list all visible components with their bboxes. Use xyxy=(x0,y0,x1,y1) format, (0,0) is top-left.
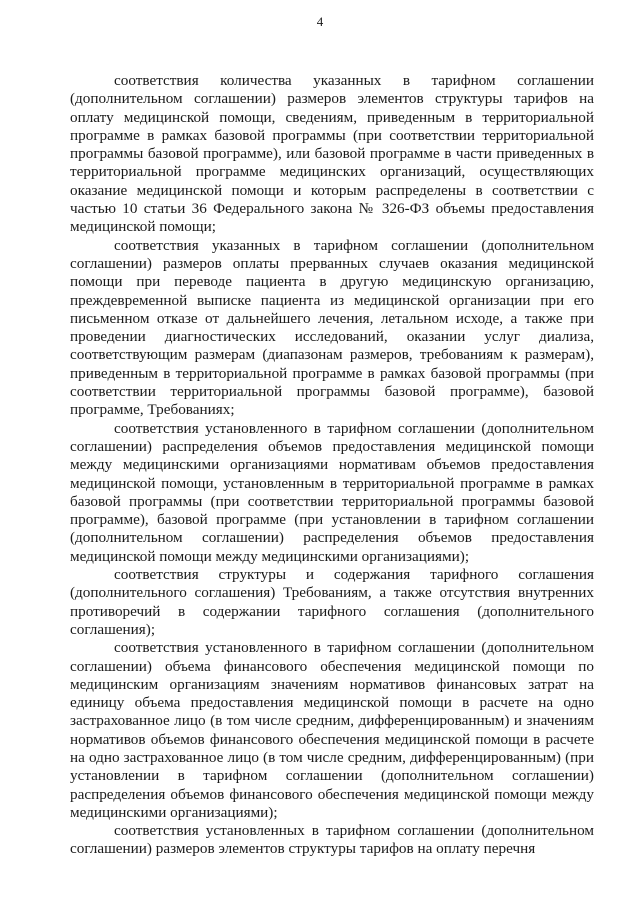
paragraph-4: соответствия структуры и содержания тарифного соглашения (дополнительного соглашения) Требованиям, а также отсутствия внутренних противоречий в содержании тарифного соглашения (дополнительного соглашения); xyxy=(70,566,594,638)
paragraph-5: соответствия установленного в тарифном соглашении (дополнительном соглашении) объема финансового обеспечения медицинской помощи по медицинским организациям значениям нормативов финансовых затрат на единицу объема предоставления медицинской помощи в расчете на одно застрахованное лицо (в том числе средним, дифференцированным) и значениям нормативов объемов финансового обеспечения медицинской помощи в расчете на одно застрахованное лицо (в том числе средним, дифференцированным) (при установлении в тарифном соглашении (дополнительном соглашении) распределения объемов финансового обеспечения медицинской помощи между медицинскими организациями); xyxy=(70,639,594,821)
page-number: 4 xyxy=(316,14,324,29)
document-body xyxy=(70,72,594,859)
paragraph-6: соответствия установленных в тарифном соглашении (дополнительном соглашении) размеров элементов структуры тарифов на оплату перечня xyxy=(70,822,594,858)
paragraph-3: соответствия установленного в тарифном соглашении (дополнительном соглашении) распределения объемов предоставления медицинской помощи между медицинскими организациями нормативам объемов предоставления медицинской помощи, установленным в территориальной программе в рамках базовой программы (при соответствии территориальной программы базовой программе), базовой программе (при установлении в тарифном соглашении (дополнительном соглашении) распределения объемов предоставления медицинской помощи между медицинскими организациями); xyxy=(70,419,594,565)
paragraph-1: соответствия количества указанных в тарифном соглашении (дополнительном соглашении) размеров элементов структуры тарифов на оплату медицинской помощи, сведениям, приведенным в территориальной программе в рамках базовой программы (при соответствии территориальной программы базовой программе), или базовой программе в части приведенных в территориальной программе медицинских организаций, осуществляющих оказание медицинской помощи и которым распределены в соответствии с частью 10 статьи 36 Федерального закона № 326-ФЗ объемы предоставления медицинской помощи; xyxy=(70,72,594,236)
paragraph-2: соответствия указанных в тарифном соглашении (дополнительном соглашении) размеров оплаты прерванных случаев оказания медицинской помощи при переводе пациента в другую медицинскую организацию, преждевременной выписке пациента из медицинской организации при его письменном отказе от дальнейшего лечения, летальном исходе, а также при проведении диагностических исследований, оказании услуг диализа, соответствующим размерам (диапазонам размеров, требованиям к размерам), приведенным в территориальной программе в рамках базовой программы (при соответствии территориальной программы базовой программе), базовой программе, Требованиях; xyxy=(70,236,594,419)
